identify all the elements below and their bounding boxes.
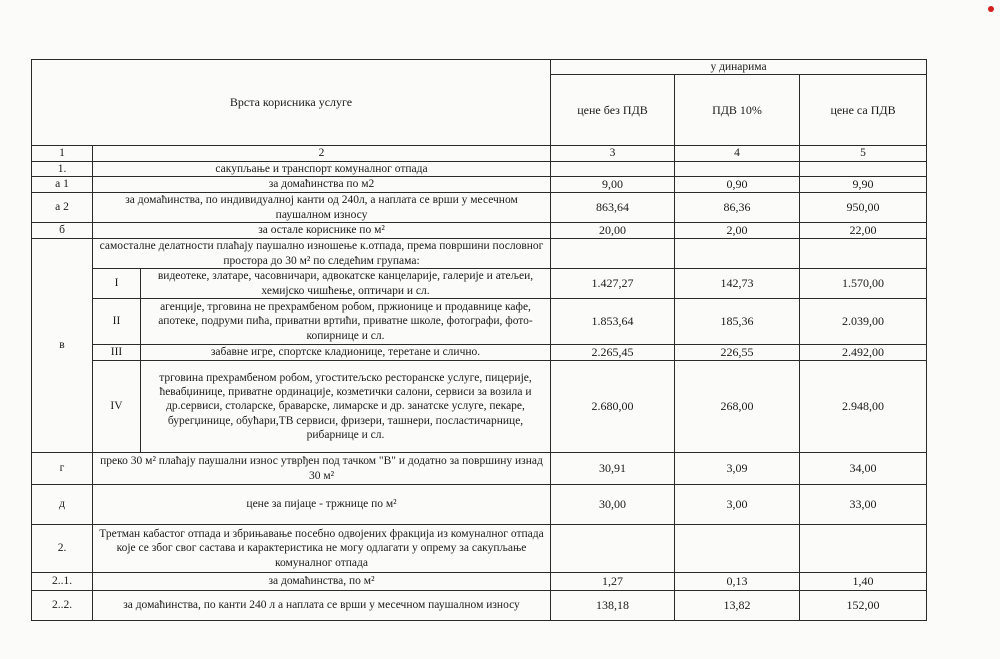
price-with-vat: 2.039,00 bbox=[800, 299, 927, 345]
vat-amount: 0,13 bbox=[675, 573, 800, 591]
price-with-vat: 1.570,00 bbox=[800, 269, 927, 299]
row-description: преко 30 м² плаћају паушални износ утврђен под тачком "В" и додатно за површину изнад 30 м² bbox=[93, 453, 551, 485]
price-without-vat: 2.265,45 bbox=[551, 345, 675, 361]
group-number: II bbox=[93, 299, 141, 345]
vat-amount: 142,73 bbox=[675, 269, 800, 299]
price-without-vat: 30,91 bbox=[551, 453, 675, 485]
row-code: 1. bbox=[32, 161, 93, 176]
table-row bbox=[32, 573, 927, 591]
price-with-vat: 2.492,00 bbox=[800, 345, 927, 361]
row-description: трговина прехрамбеном робом, угоститељско ресторанске услуге, пицерије, ћевабџинице, приватне ординације, козметички салони, сервиси за возила и др.сервиси, столарске, браварске, лимарске и др. занатске услуге, пекаре, бурегџинице, обућари,ТВ сервиси, фризери, ташнери, посластичарнице, рибарнице и сл. bbox=[141, 361, 551, 453]
header-vat: ПДВ 10% bbox=[675, 75, 800, 146]
price-without-vat: 1.427,27 bbox=[551, 269, 675, 299]
vat-amount: 3,09 bbox=[675, 453, 800, 485]
row-code: 2..2. bbox=[32, 591, 93, 621]
price-with-vat: 1,40 bbox=[800, 573, 927, 591]
group-number: III bbox=[93, 345, 141, 361]
column-number: 2 bbox=[93, 146, 551, 161]
row-description: Третман кабастог отпада и збрињавање посебно одвојених фракција из комуналног отпада које се због свог састава и карактеристика не могу одлагати у опрему за сакупљање комуналног отпада bbox=[93, 525, 551, 573]
table-row bbox=[32, 299, 927, 345]
section-2-row bbox=[32, 525, 927, 573]
vat-amount: 268,00 bbox=[675, 361, 800, 453]
price-without-vat: 138,18 bbox=[551, 591, 675, 621]
row-description: цене за пијаце - тржнице по м² bbox=[93, 485, 551, 525]
price-without-vat: 1.853,64 bbox=[551, 299, 675, 345]
price-with-vat: 9,90 bbox=[800, 177, 927, 193]
vat-amount: 3,00 bbox=[675, 485, 800, 525]
row-description: сакупљање и транспорт комуналног отпада bbox=[93, 161, 551, 176]
row-code: а 1 bbox=[32, 177, 93, 193]
column-number: 4 bbox=[675, 146, 800, 161]
price-with-vat: 33,00 bbox=[800, 485, 927, 525]
header-currency-unit: у динарима bbox=[551, 60, 927, 75]
table-row bbox=[32, 223, 927, 239]
vat-amount: 13,82 bbox=[675, 591, 800, 621]
header-price-with-vat: цене са ПДВ bbox=[800, 75, 927, 146]
row-description: самосталне делатности плаћају паушално изношење к.отпада, према површини пословног простора до 30 м² по следећим групама: bbox=[93, 239, 551, 269]
row-description: забавне игре, спортске кладионице, теретане и слично. bbox=[141, 345, 551, 361]
table-row bbox=[32, 345, 927, 361]
row-code: д bbox=[32, 485, 93, 525]
row-description: за домаћинства, по канти 240 л а наплата се врши у месечном паушалном износу bbox=[93, 591, 551, 621]
price-with-vat: 34,00 bbox=[800, 453, 927, 485]
row-code: г bbox=[32, 453, 93, 485]
row-description: за домаћинства, по индивидуалној канти од 240л, а наплата се врши у месечном паушалном износу bbox=[93, 193, 551, 223]
price-without-vat: 1,27 bbox=[551, 573, 675, 591]
price-without-vat: 20,00 bbox=[551, 223, 675, 239]
section-1-row bbox=[32, 161, 927, 176]
table-row bbox=[32, 177, 927, 193]
vat-amount: 0,90 bbox=[675, 177, 800, 193]
group-v-intro-row bbox=[32, 239, 927, 269]
header-row bbox=[32, 60, 927, 75]
column-number: 3 bbox=[551, 146, 675, 161]
column-numbers-row bbox=[32, 146, 927, 161]
price-without-vat: 30,00 bbox=[551, 485, 675, 525]
table-row bbox=[32, 485, 927, 525]
row-description: за домаћинства, по м² bbox=[93, 573, 551, 591]
row-description: за остале кориснике по м² bbox=[93, 223, 551, 239]
column-number: 5 bbox=[800, 146, 927, 161]
red-dot-mark bbox=[988, 6, 994, 12]
price-with-vat: 2.948,00 bbox=[800, 361, 927, 453]
vat-amount: 226,55 bbox=[675, 345, 800, 361]
table-row bbox=[32, 269, 927, 299]
header-service-type: Врста корисника услуге bbox=[32, 60, 551, 146]
price-without-vat: 863,64 bbox=[551, 193, 675, 223]
row-code: б bbox=[32, 223, 93, 239]
table-row bbox=[32, 193, 927, 223]
group-number: IV bbox=[93, 361, 141, 453]
group-number: I bbox=[93, 269, 141, 299]
table-row bbox=[32, 591, 927, 621]
price-without-vat: 2.680,00 bbox=[551, 361, 675, 453]
row-code: а 2 bbox=[32, 193, 93, 223]
tariff-table bbox=[31, 59, 927, 621]
row-code: 2. bbox=[32, 525, 93, 573]
row-description: видеотеке, златаре, часовничари, адвокатске канцеларије, галерије и атељеи, хемијско чишћење, оптичари и сл. bbox=[141, 269, 551, 299]
row-code: 2..1. bbox=[32, 573, 93, 591]
table-row bbox=[32, 453, 927, 485]
vat-amount: 185,36 bbox=[675, 299, 800, 345]
price-with-vat: 22,00 bbox=[800, 223, 927, 239]
price-with-vat: 152,00 bbox=[800, 591, 927, 621]
row-description: агенције, трговина не прехрамбеном робом, пржионице и продавнице кафе, апотеке, подруми пића, приватни вртићи, приватне школе, фотографи, фото-копирнице и сл. bbox=[141, 299, 551, 345]
column-number: 1 bbox=[32, 146, 93, 161]
vat-amount: 2,00 bbox=[675, 223, 800, 239]
price-with-vat: 950,00 bbox=[800, 193, 927, 223]
table-row bbox=[32, 361, 927, 453]
vat-amount: 86,36 bbox=[675, 193, 800, 223]
row-code: в bbox=[32, 239, 93, 453]
row-description: за домаћинства по м2 bbox=[93, 177, 551, 193]
header-price-without-vat: цене без ПДВ bbox=[551, 75, 675, 146]
price-without-vat: 9,00 bbox=[551, 177, 675, 193]
